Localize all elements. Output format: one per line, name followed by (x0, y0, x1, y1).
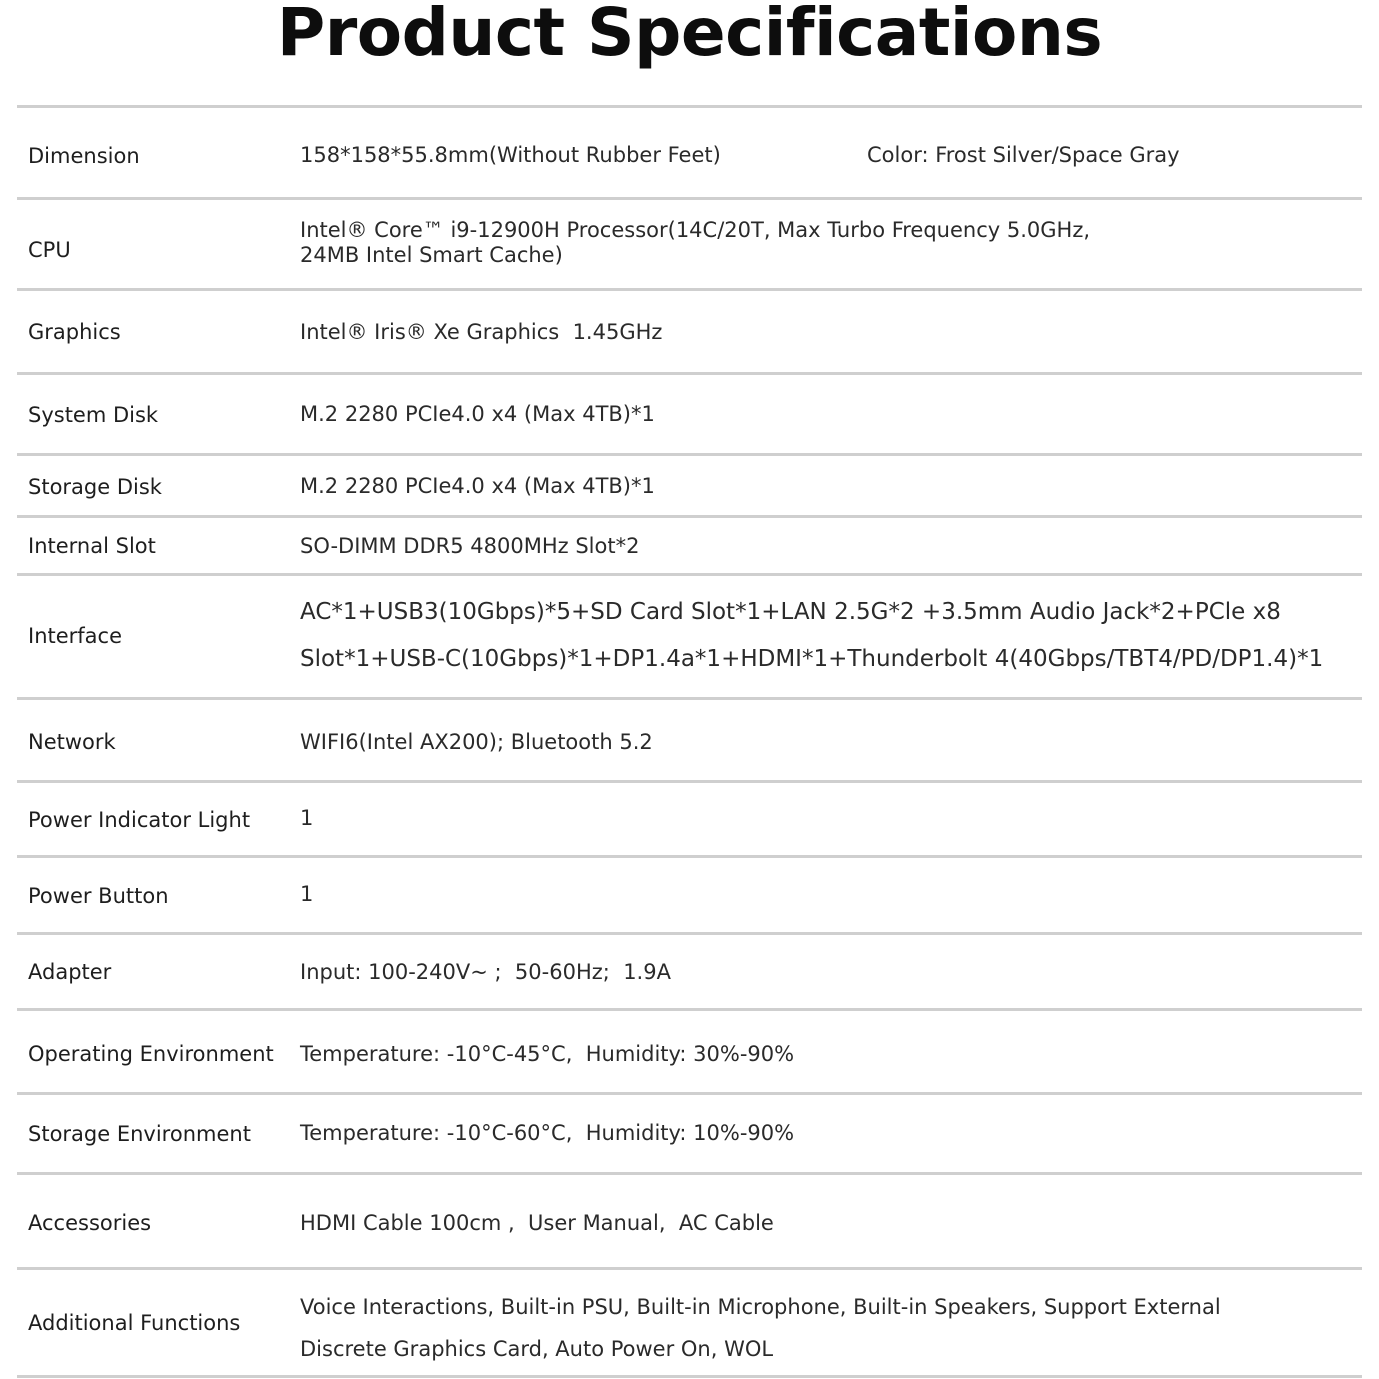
row-divider (17, 1172, 1362, 1175)
spec-value: Intel® Iris® Xe Graphics 1.45GHz (300, 320, 663, 344)
row-divider (17, 780, 1362, 783)
spec-value: M.2 2280 PCIe4.0 x4 (Max 4TB)*1 (300, 474, 655, 498)
spec-label: CPU (28, 238, 71, 262)
spec-label: Additional Functions (28, 1311, 241, 1335)
spec-label: Power Button (28, 884, 169, 908)
row-divider (17, 197, 1362, 200)
spec-value: 1 (300, 882, 314, 906)
spec-value: AC*1+USB3(10Gbps)*5+SD Card Slot*1+LAN 2.5G*2 +3.5mm Audio Jack*2+PCle x8 Slot*1+USB-C(10Gbps)*1+DP1.4a*1+HDMI*1+Thunderbolt 4(40Gbps/TBT4/PD/DP1.4)*1 (300, 599, 1324, 672)
row-divider (17, 932, 1362, 935)
row-divider (17, 1267, 1362, 1270)
spec-label: Adapter (28, 960, 112, 984)
spec-value: 1 (300, 806, 314, 830)
spec-value: Input: 100-240V~ ; 50-60Hz; 1.9A (300, 960, 671, 984)
row-divider (17, 105, 1362, 108)
spec-value: 158*158*55.8mm(Without Rubber Feet) (300, 143, 721, 167)
row-divider (17, 515, 1362, 518)
spec-label: Dimension (28, 144, 140, 168)
spec-label: Internal Slot (28, 534, 156, 558)
spec-value: Temperature: -10°C-45°C, Humidity: 30%-90% (300, 1042, 795, 1066)
spec-label: Operating Environment (28, 1042, 274, 1066)
spec-value: Voice Interactions, Built-in PSU, Built-in Microphone, Built-in Speakers, Support External Discrete Graphics Card, Auto Power On, WOL (300, 1295, 1221, 1361)
spec-label: Graphics (28, 320, 121, 344)
spec-label: Storage Disk (28, 475, 162, 499)
spec-value: Intel® Core™ i9-12900H Processor(14C/20T, Max Turbo Frequency 5.0GHz, 24MB Intel Smart Cache) (300, 218, 1091, 267)
row-divider (17, 453, 1362, 456)
row-divider (17, 573, 1362, 576)
spec-value: M.2 2280 PCIe4.0 x4 (Max 4TB)*1 (300, 402, 655, 426)
spec-extra-color: Color: Frost Silver/Space Gray (867, 143, 1180, 167)
row-divider (17, 1375, 1362, 1378)
spec-value: SO-DIMM DDR5 4800MHz Slot*2 (300, 534, 640, 558)
row-divider (17, 1092, 1362, 1095)
spec-table (17, 0, 1362, 1379)
spec-label: Storage Environment (28, 1122, 251, 1146)
row-divider (17, 1008, 1362, 1011)
page-title: Product Specifications (276, 0, 1103, 71)
spec-label: Power Indicator Light (28, 808, 251, 832)
spec-label: System Disk (28, 403, 159, 427)
row-divider (17, 855, 1362, 858)
row-divider (17, 697, 1362, 700)
spec-value: WIFI6(Intel AX200); Bluetooth 5.2 (300, 730, 653, 754)
row-divider (17, 288, 1362, 291)
spec-label: Interface (28, 624, 123, 648)
spec-value: HDMI Cable 100cm , User Manual, AC Cable (300, 1211, 774, 1235)
row-divider (17, 372, 1362, 375)
spec-label: Accessories (28, 1211, 152, 1235)
spec-label: Network (28, 730, 116, 754)
spec-value: Temperature: -10°C-60°C, Humidity: 10%-90% (300, 1121, 795, 1145)
